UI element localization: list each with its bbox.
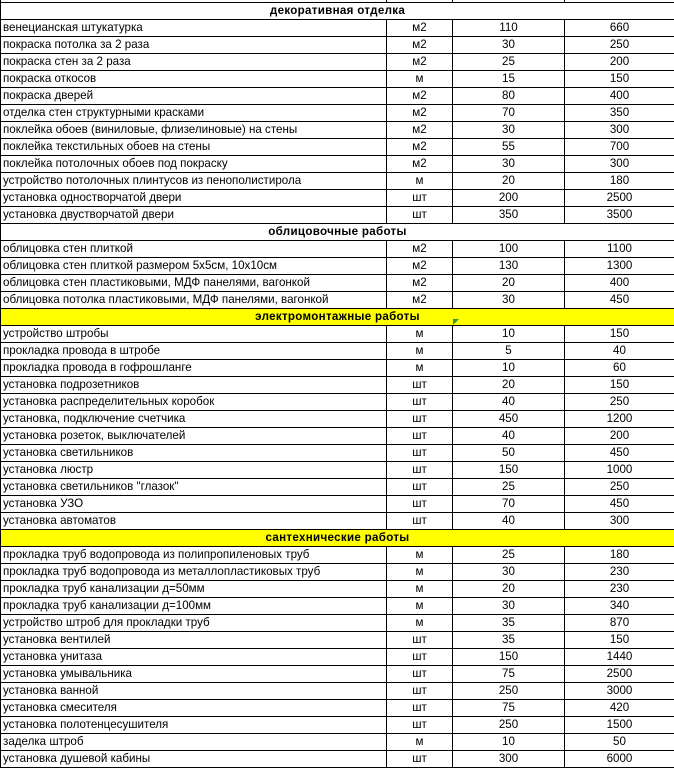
table-row	[1, 478, 674, 495]
price-cell[interactable]: 150	[565, 376, 674, 393]
quantity-cell[interactable]: 250	[453, 682, 565, 699]
price-cell[interactable]: 700	[565, 138, 674, 155]
unit-cell[interactable]: шт	[387, 699, 453, 716]
unit-cell[interactable]: м	[387, 342, 453, 359]
quantity-cell[interactable]: 10	[453, 359, 565, 376]
price-cell[interactable]: 250	[565, 393, 674, 410]
unit-cell[interactable]: шт	[387, 648, 453, 665]
work-name-cell[interactable]: устройство штробы	[1, 325, 387, 342]
work-name-cell[interactable]: облицовка стен плиткой	[1, 240, 387, 257]
table-row	[1, 325, 674, 342]
quantity-cell[interactable]: 200	[453, 189, 565, 206]
price-cell[interactable]: 450	[565, 444, 674, 461]
price-cell[interactable]: 1100	[565, 240, 674, 257]
table-body	[1, 0, 674, 767]
work-name-cell[interactable]: покраска откосов	[1, 70, 387, 87]
quantity-cell[interactable]: 70	[453, 495, 565, 512]
quantity-cell[interactable]: 75	[453, 699, 565, 716]
table-row	[1, 546, 674, 563]
quantity-cell[interactable]: 10	[453, 733, 565, 750]
price-cell[interactable]: 230	[565, 563, 674, 580]
work-name-cell[interactable]: прокладка труб канализации д=100мм	[1, 597, 387, 614]
table-row	[1, 563, 674, 580]
work-name-cell[interactable]: установка розеток, выключателей	[1, 427, 387, 444]
unit-cell[interactable]: м	[387, 563, 453, 580]
table-row	[1, 461, 674, 478]
unit-cell[interactable]: м	[387, 325, 453, 342]
work-name-cell[interactable]: прокладка труб водопровода из металлопластиковых труб	[1, 563, 387, 580]
unit-cell[interactable]: м	[387, 614, 453, 631]
work-name-cell[interactable]: прокладка труб канализации д=50мм	[1, 580, 387, 597]
price-cell[interactable]: 150	[565, 70, 674, 87]
price-cell[interactable]: 1300	[565, 257, 674, 274]
unit-cell[interactable]: шт	[387, 410, 453, 427]
unit-cell[interactable]: м	[387, 359, 453, 376]
price-cell[interactable]: 250	[565, 478, 674, 495]
price-cell[interactable]: 150	[565, 325, 674, 342]
unit-cell[interactable]: м2	[387, 19, 453, 36]
work-name-cell[interactable]: установка, подключение счетчика	[1, 410, 387, 427]
work-name-cell[interactable]: поклейка текстильных обоев на стены	[1, 138, 387, 155]
work-name-cell[interactable]: установка светильников	[1, 444, 387, 461]
unit-cell[interactable]: шт	[387, 716, 453, 733]
price-cell[interactable]: 660	[565, 19, 674, 36]
price-cell[interactable]: 450	[565, 495, 674, 512]
unit-cell[interactable]: м2	[387, 36, 453, 53]
price-cell[interactable]: 180	[565, 546, 674, 563]
work-name-cell[interactable]: покраска стен за 2 раза	[1, 53, 387, 70]
price-cell[interactable]: 230	[565, 580, 674, 597]
table-row	[1, 19, 674, 36]
unit-cell[interactable]: шт	[387, 444, 453, 461]
price-cell[interactable]: 250	[565, 36, 674, 53]
quantity-cell[interactable]: 75	[453, 665, 565, 682]
price-cell[interactable]: 6000	[565, 750, 674, 767]
price-cell[interactable]: 2500	[565, 189, 674, 206]
price-cell[interactable]: 2500	[565, 665, 674, 682]
work-name-cell[interactable]: облицовка стен пластиковыми, МДФ панелями, вагонкой	[1, 274, 387, 291]
quantity-cell[interactable]: 20	[453, 580, 565, 597]
work-name-cell[interactable]: прокладка провода в гофрошланге	[1, 359, 387, 376]
price-cell[interactable]: 200	[565, 427, 674, 444]
unit-cell[interactable]: м2	[387, 87, 453, 104]
quantity-cell[interactable]: 55	[453, 138, 565, 155]
unit-cell[interactable]: м2	[387, 138, 453, 155]
work-name-cell[interactable]: устройство потолочных плинтусов из пенополистирола	[1, 172, 387, 189]
work-name-cell[interactable]: прокладка провода в штробе	[1, 342, 387, 359]
quantity-cell[interactable]: 300	[453, 750, 565, 767]
unit-cell[interactable]: шт	[387, 750, 453, 767]
unit-cell[interactable]: шт	[387, 461, 453, 478]
price-cell[interactable]: 1440	[565, 648, 674, 665]
unit-cell[interactable]: шт	[387, 478, 453, 495]
price-cell[interactable]: 60	[565, 359, 674, 376]
work-name-cell[interactable]: установка вентилей	[1, 631, 387, 648]
quantity-cell[interactable]: 25	[453, 478, 565, 495]
quantity-cell[interactable]: 350	[453, 206, 565, 223]
unit-cell[interactable]: м2	[387, 104, 453, 121]
price-cell[interactable]: 400	[565, 274, 674, 291]
quantity-cell[interactable]: 20	[453, 376, 565, 393]
price-cell[interactable]: 1200	[565, 410, 674, 427]
table-row	[1, 495, 674, 512]
price-cell[interactable]: 1000	[565, 461, 674, 478]
table-row	[1, 580, 674, 597]
unit-cell[interactable]: м	[387, 546, 453, 563]
price-cell[interactable]: 50	[565, 733, 674, 750]
section-title[interactable]: декоративная отделка	[1, 2, 674, 19]
price-cell[interactable]: 300	[565, 155, 674, 172]
work-name-cell[interactable]: установка распределительных коробок	[1, 393, 387, 410]
price-cell[interactable]: 350	[565, 104, 674, 121]
quantity-cell[interactable]: 20	[453, 172, 565, 189]
unit-cell[interactable]: шт	[387, 495, 453, 512]
price-cell[interactable]: 340	[565, 597, 674, 614]
section-title[interactable]: электромонтажные работы	[1, 308, 674, 325]
unit-cell[interactable]: м	[387, 70, 453, 87]
work-name-cell[interactable]: прокладка труб водопровода из полипропиленовых труб	[1, 546, 387, 563]
quantity-cell[interactable]: 25	[453, 53, 565, 70]
quantity-cell[interactable]: 35	[453, 614, 565, 631]
unit-cell[interactable]: шт	[387, 427, 453, 444]
table-row	[1, 121, 674, 138]
table-row	[1, 648, 674, 665]
quantity-cell[interactable]: 30	[453, 563, 565, 580]
quantity-cell[interactable]: 130	[453, 257, 565, 274]
quantity-cell[interactable]: 5	[453, 342, 565, 359]
quantity-cell[interactable]: 30	[453, 291, 565, 308]
unit-cell[interactable]: шт	[387, 682, 453, 699]
price-cell[interactable]: 150	[565, 631, 674, 648]
price-cell[interactable]: 40	[565, 342, 674, 359]
table-row	[1, 291, 674, 308]
quantity-cell[interactable]: 15	[453, 70, 565, 87]
price-cell[interactable]: 3000	[565, 682, 674, 699]
unit-cell[interactable]: шт	[387, 376, 453, 393]
quantity-cell[interactable]: 30	[453, 121, 565, 138]
work-name-cell[interactable]: установка одностворчатой двери	[1, 189, 387, 206]
unit-cell[interactable]: шт	[387, 512, 453, 529]
table-row	[1, 410, 674, 427]
table-row	[1, 427, 674, 444]
unit-cell[interactable]: м2	[387, 240, 453, 257]
section-header-row	[1, 529, 674, 546]
price-cell[interactable]: 420	[565, 699, 674, 716]
table-row	[1, 597, 674, 614]
table-row	[1, 206, 674, 223]
section-title[interactable]: сантехнические работы	[1, 529, 674, 546]
work-name-cell[interactable]: облицовка потолка пластиковыми, МДФ панелями, вагонкой	[1, 291, 387, 308]
unit-cell[interactable]: м	[387, 580, 453, 597]
work-name-cell[interactable]: покраска дверей	[1, 87, 387, 104]
work-name-cell[interactable]: установка светильников "глазок"	[1, 478, 387, 495]
quantity-cell[interactable]: 20	[453, 274, 565, 291]
work-name-cell[interactable]: установка смесителя	[1, 699, 387, 716]
unit-cell[interactable]: м	[387, 172, 453, 189]
work-name-cell[interactable]: заделка штроб	[1, 733, 387, 750]
unit-cell[interactable]: м2	[387, 291, 453, 308]
price-cell[interactable]: 180	[565, 172, 674, 189]
work-name-cell[interactable]: венецианская штукатурка	[1, 19, 387, 36]
table-row	[1, 614, 674, 631]
table-row	[1, 138, 674, 155]
unit-cell[interactable]: м2	[387, 53, 453, 70]
unit-cell[interactable]: м2	[387, 257, 453, 274]
unit-cell[interactable]: шт	[387, 189, 453, 206]
work-name-cell[interactable]: установка ванной	[1, 682, 387, 699]
price-cell[interactable]: 300	[565, 512, 674, 529]
price-cell[interactable]: 400	[565, 87, 674, 104]
quantity-cell[interactable]: 35	[453, 631, 565, 648]
quantity-cell[interactable]: 100	[453, 240, 565, 257]
quantity-cell[interactable]: 10	[453, 325, 565, 342]
quantity-cell[interactable]: 30	[453, 155, 565, 172]
table-row	[1, 716, 674, 733]
unit-cell[interactable]: шт	[387, 631, 453, 648]
quantity-cell[interactable]: 150	[453, 461, 565, 478]
table-row	[1, 155, 674, 172]
price-cell[interactable]: 450	[565, 291, 674, 308]
section-header-row	[1, 223, 674, 240]
work-name-cell[interactable]: поклейка обоев (виниловые, флизелиновые) на стены	[1, 121, 387, 138]
cell-comment-indicator-icon[interactable]	[453, 319, 459, 325]
table-row	[1, 240, 674, 257]
table-row	[1, 359, 674, 376]
table-row	[1, 665, 674, 682]
work-name-cell[interactable]: установка полотенцесушителя	[1, 716, 387, 733]
quantity-cell[interactable]: 150	[453, 648, 565, 665]
quantity-cell[interactable]: 50	[453, 444, 565, 461]
work-name-cell[interactable]: поклейка потолочных обоев под покраску	[1, 155, 387, 172]
work-name-cell[interactable]: установка автоматов	[1, 512, 387, 529]
work-name-cell[interactable]: устройство штроб для прокладки труб	[1, 614, 387, 631]
quantity-cell[interactable]: 250	[453, 716, 565, 733]
table-row	[1, 274, 674, 291]
price-cell[interactable]: 1500	[565, 716, 674, 733]
table-row	[1, 699, 674, 716]
table-row	[1, 342, 674, 359]
price-cell[interactable]: 870	[565, 614, 674, 631]
work-name-cell[interactable]: установка умывальника	[1, 665, 387, 682]
unit-cell[interactable]: шт	[387, 393, 453, 410]
unit-cell[interactable]: м2	[387, 121, 453, 138]
quantity-cell[interactable]: 70	[453, 104, 565, 121]
table-row	[1, 733, 674, 750]
work-name-cell[interactable]: установка подрозетников	[1, 376, 387, 393]
work-name-cell[interactable]: установка душевой кабины	[1, 750, 387, 767]
table-row	[1, 393, 674, 410]
table-row	[1, 104, 674, 121]
unit-cell[interactable]: шт	[387, 206, 453, 223]
quantity-cell[interactable]: 80	[453, 87, 565, 104]
table-row	[1, 682, 674, 699]
work-name-cell[interactable]: покраска потолка за 2 раза	[1, 36, 387, 53]
work-name-cell[interactable]: отделка стен структурными красками	[1, 104, 387, 121]
table-row	[1, 70, 674, 87]
price-cell[interactable]: 3500	[565, 206, 674, 223]
table-row	[1, 53, 674, 70]
work-name-cell[interactable]: установка УЗО	[1, 495, 387, 512]
quantity-cell[interactable]: 25	[453, 546, 565, 563]
price-cell[interactable]: 300	[565, 121, 674, 138]
table-row	[1, 512, 674, 529]
table-row	[1, 376, 674, 393]
unit-cell[interactable]: м	[387, 597, 453, 614]
work-name-cell[interactable]: установка унитаза	[1, 648, 387, 665]
quantity-cell[interactable]: 110	[453, 19, 565, 36]
unit-cell[interactable]: шт	[387, 665, 453, 682]
section-title[interactable]: облицовочные работы	[1, 223, 674, 240]
quantity-cell[interactable]: 40	[453, 512, 565, 529]
section-header-row	[1, 308, 674, 325]
quantity-cell[interactable]: 40	[453, 393, 565, 410]
price-cell[interactable]: 200	[565, 53, 674, 70]
quantity-cell[interactable]: 450	[453, 410, 565, 427]
table-row	[1, 257, 674, 274]
table-row	[1, 87, 674, 104]
work-name-cell[interactable]: облицовка стен плиткой размером 5х5см, 10х10см	[1, 257, 387, 274]
table-row	[1, 172, 674, 189]
table-row	[1, 631, 674, 648]
table-row	[1, 444, 674, 461]
work-name-cell[interactable]: установка люстр	[1, 461, 387, 478]
table-row	[1, 750, 674, 767]
work-name-cell[interactable]: установка двустворчатой двери	[1, 206, 387, 223]
quantity-cell[interactable]: 30	[453, 597, 565, 614]
table-row	[1, 189, 674, 206]
quantity-cell[interactable]: 30	[453, 36, 565, 53]
table-row	[1, 36, 674, 53]
unit-cell[interactable]: м2	[387, 274, 453, 291]
quantity-cell[interactable]: 40	[453, 427, 565, 444]
unit-cell[interactable]: м	[387, 733, 453, 750]
section-header-row	[1, 2, 674, 19]
unit-cell[interactable]: м2	[387, 155, 453, 172]
